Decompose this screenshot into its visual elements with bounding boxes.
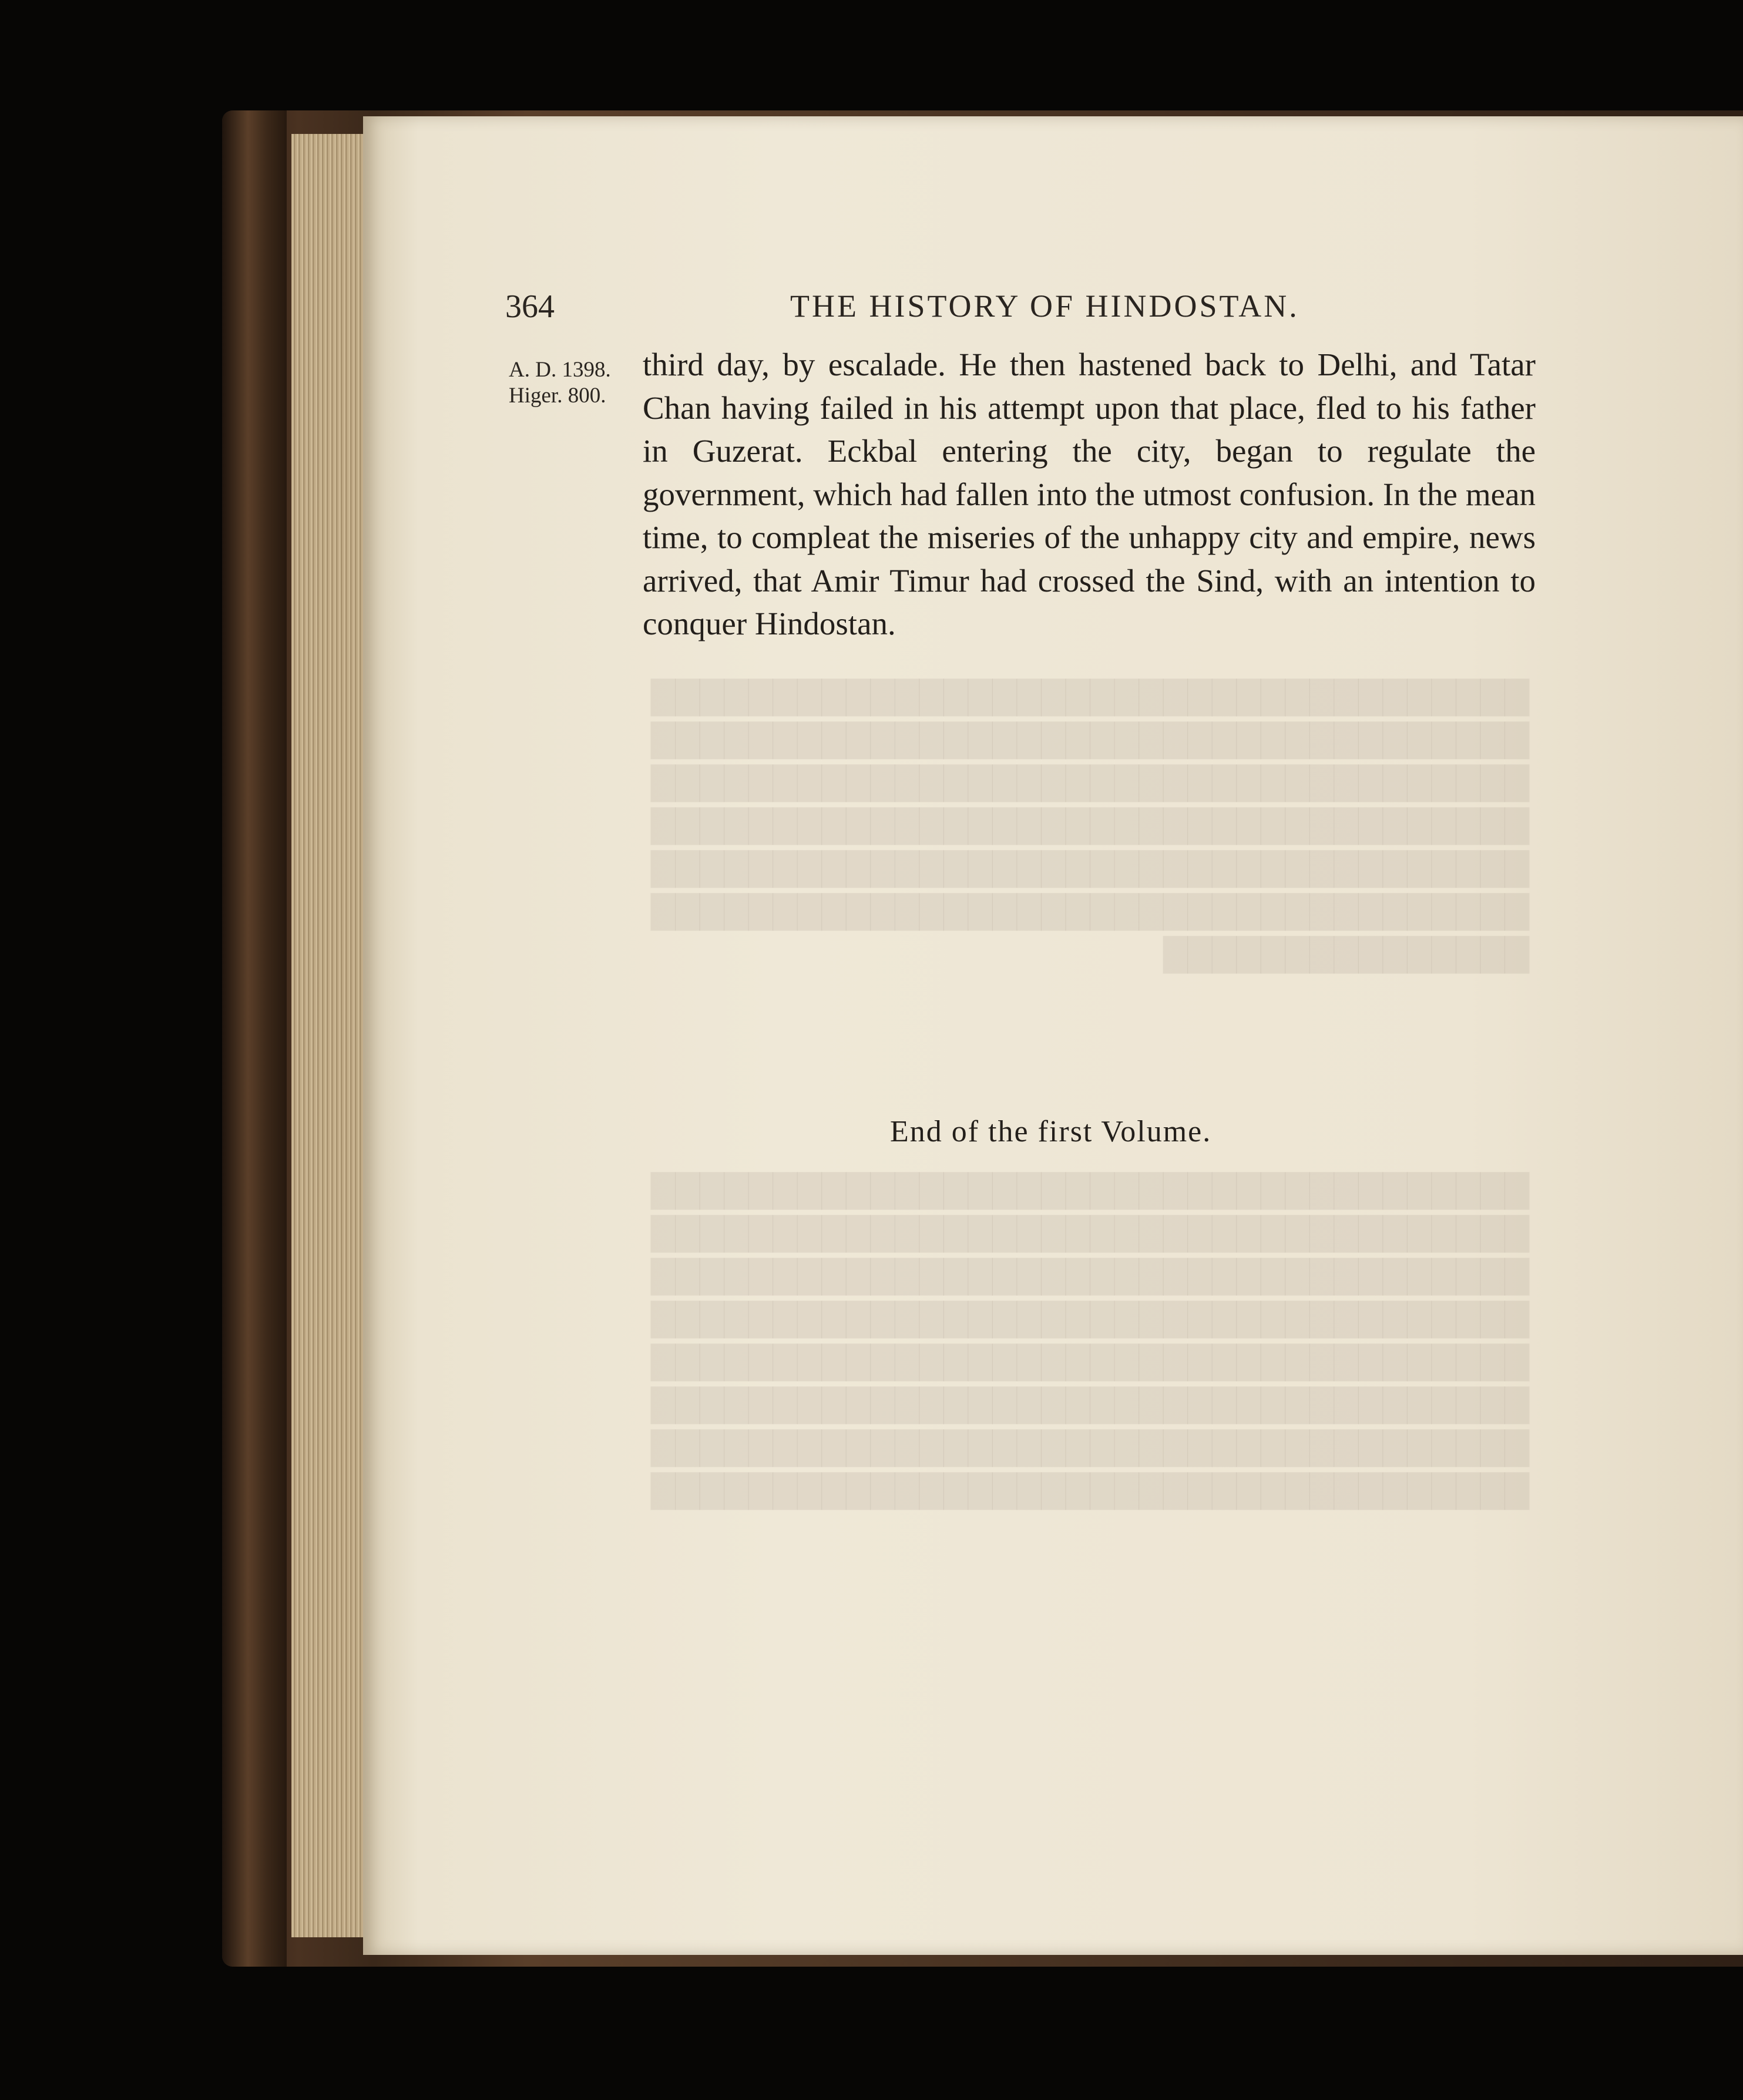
margin-note-line-1: A. D. 1398. — [509, 358, 611, 382]
margin-note-line-2: Higer. 800. — [509, 384, 606, 408]
end-of-volume-note: End of the first Volume. — [890, 1115, 1212, 1148]
running-head: THE HISTORY OF HINDOSTAN. — [790, 288, 1299, 324]
marginal-date-note — [509, 357, 611, 409]
book-spine-edge — [222, 110, 287, 1967]
show-through-bleed: ████████████████████████████████████ ████████████████████████████████████ ████████████████████████████████████ ████████████████████████████████████ ████████████████████████████████████ ████████████████████████████████████ ███████████████ — [651, 679, 1530, 973]
page-edges — [291, 134, 368, 1937]
body-paragraph: third day, by escalade. He then hastened back to Delhi, and Tatar Chan having failed in his attempt upon that place, fled to his father in Guzerat. Eckbal entering the city, began to regulate the government, which had fallen into the utmost confusion. In the mean time, to compleat the miseries of the unhappy city and empire, news arrived, that Amir Timur had crossed the Sind, with an intention to conquer Hindostan. — [643, 347, 1536, 641]
page-header — [505, 281, 1539, 334]
show-through-bleed-lower: ████████████████████████████████████ ████████████████████████████████████ ████████████████████████████████████ ████████████████████████████████████ ████████████████████████████████████ ████████████████████████████████████ ████████████████████████████████████ ████████████████████████████████████ — [651, 1172, 1530, 1510]
page-number: 364 — [505, 288, 555, 325]
